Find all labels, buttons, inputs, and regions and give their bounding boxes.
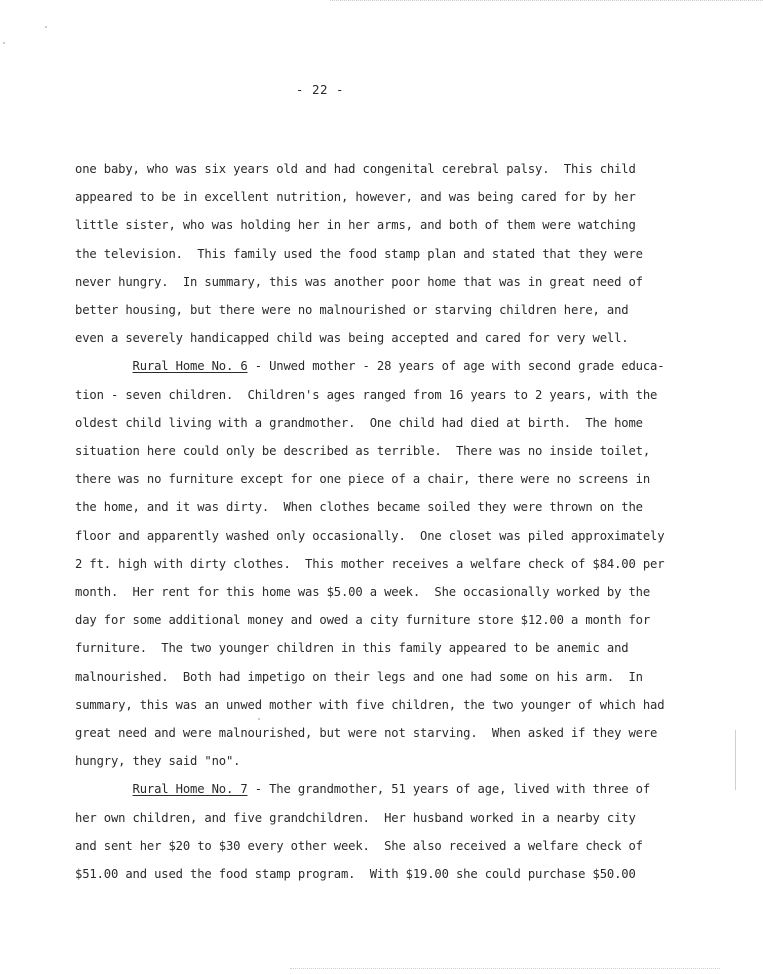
line-text: tion - seven children. Children's ages ranged from 16 years to 2 years, with the — [75, 387, 658, 402]
scan-margin-mark — [735, 730, 736, 790]
text-line — [75, 500, 643, 514]
line-text: great need and were malnourished, but were not starving. When asked if they were — [75, 726, 658, 740]
text-line — [75, 162, 636, 176]
line-text: little sister, who was holding her in her arms, and both of them were watching — [75, 218, 636, 233]
text-line — [75, 754, 240, 768]
text-line — [75, 444, 650, 458]
text-line — [75, 303, 628, 317]
line-text: summary, this was an unwed mother with five children, the two younger of which had — [75, 697, 665, 712]
text-line — [75, 218, 636, 232]
scan-speck — [3, 42, 5, 44]
text-line — [75, 839, 643, 853]
text-line — [75, 529, 664, 543]
text-line — [75, 275, 643, 289]
line-text: one baby, who was six years old and had congenital cerebral palsy. This child — [75, 162, 636, 176]
scan-speck — [258, 718, 260, 720]
text-line — [75, 782, 650, 796]
text-line — [75, 359, 664, 373]
text-line — [75, 557, 664, 571]
line-text: $51.00 and used the food stamp program. With $19.00 she could purchase $50.00 — [75, 867, 636, 881]
scan-edge-bottom — [290, 968, 720, 969]
text-line — [75, 811, 636, 825]
line-text: the television. This family used the food stamp plan and stated that they were — [75, 246, 643, 261]
section-heading: Rural Home No. 6 — [132, 359, 248, 374]
line-text: even a severely handicapped child was being accepted and cared for very well. — [75, 331, 629, 346]
paragraph-indent — [75, 782, 133, 796]
line-text: - The grandmother, 51 years of age, lived with three of — [247, 782, 650, 797]
text-line — [75, 641, 628, 655]
line-text: malnourished. Both had impetigo on their legs and one had some on his arm. In — [75, 669, 643, 684]
line-text: oldest child living with a grandmother. One child had died at birth. The home — [75, 415, 643, 430]
line-text: - Unwed mother - 28 years of age with second grade educa- — [247, 359, 665, 374]
text-line — [75, 416, 643, 430]
text-line — [75, 585, 650, 599]
text-line — [75, 247, 643, 261]
line-text: hungry, they said "no". — [75, 754, 241, 769]
section-heading: Rural Home No. 7 — [132, 782, 248, 797]
text-line — [75, 726, 657, 740]
line-text: better housing, but there were no malnourished or starving children here, and — [75, 303, 629, 317]
line-text: and sent her $20 to $30 every other week. She also received a welfare check of — [75, 838, 643, 853]
line-text: floor and apparently washed only occasionally. One closet was piled approximately — [75, 528, 665, 543]
line-text: there was no furniture except for one piece of a chair, there were no screens in — [75, 472, 650, 487]
scan-edge-top — [330, 0, 763, 1]
text-line — [75, 388, 657, 402]
text-line — [75, 670, 643, 684]
line-text: month. Her rent for this home was $5.00 a week. She occasionally worked by the — [75, 585, 650, 599]
scan-speck — [45, 26, 47, 28]
text-line — [75, 613, 650, 627]
text-line — [75, 190, 636, 204]
text-line — [75, 331, 628, 345]
line-text: furniture. The two younger children in this family appeared to be anemic and — [75, 641, 629, 656]
line-text: appeared to be in excellent nutrition, however, and was being cared for by her — [75, 190, 636, 205]
line-text: the home, and it was dirty. When clothes became soiled they were thrown on the — [75, 500, 643, 515]
text-line — [75, 472, 650, 486]
line-text: 2 ft. high with dirty clothes. This mother receives a welfare check of $84.00 per — [75, 556, 665, 571]
line-text: her own children, and five grandchildren. Her husband worked in a nearby city — [75, 810, 636, 825]
page-number: - 22 - — [295, 82, 345, 97]
text-line — [75, 867, 636, 881]
text-line — [75, 698, 664, 712]
line-text: situation here could only be described as terrible. There was no inside toilet, — [75, 444, 650, 458]
line-text: day for some additional money and owed a city furniture store $12.00 a month for — [75, 613, 650, 628]
line-text: never hungry. In summary, this was another poor home that was in great need of — [75, 274, 643, 289]
paragraph-indent — [75, 359, 133, 373]
